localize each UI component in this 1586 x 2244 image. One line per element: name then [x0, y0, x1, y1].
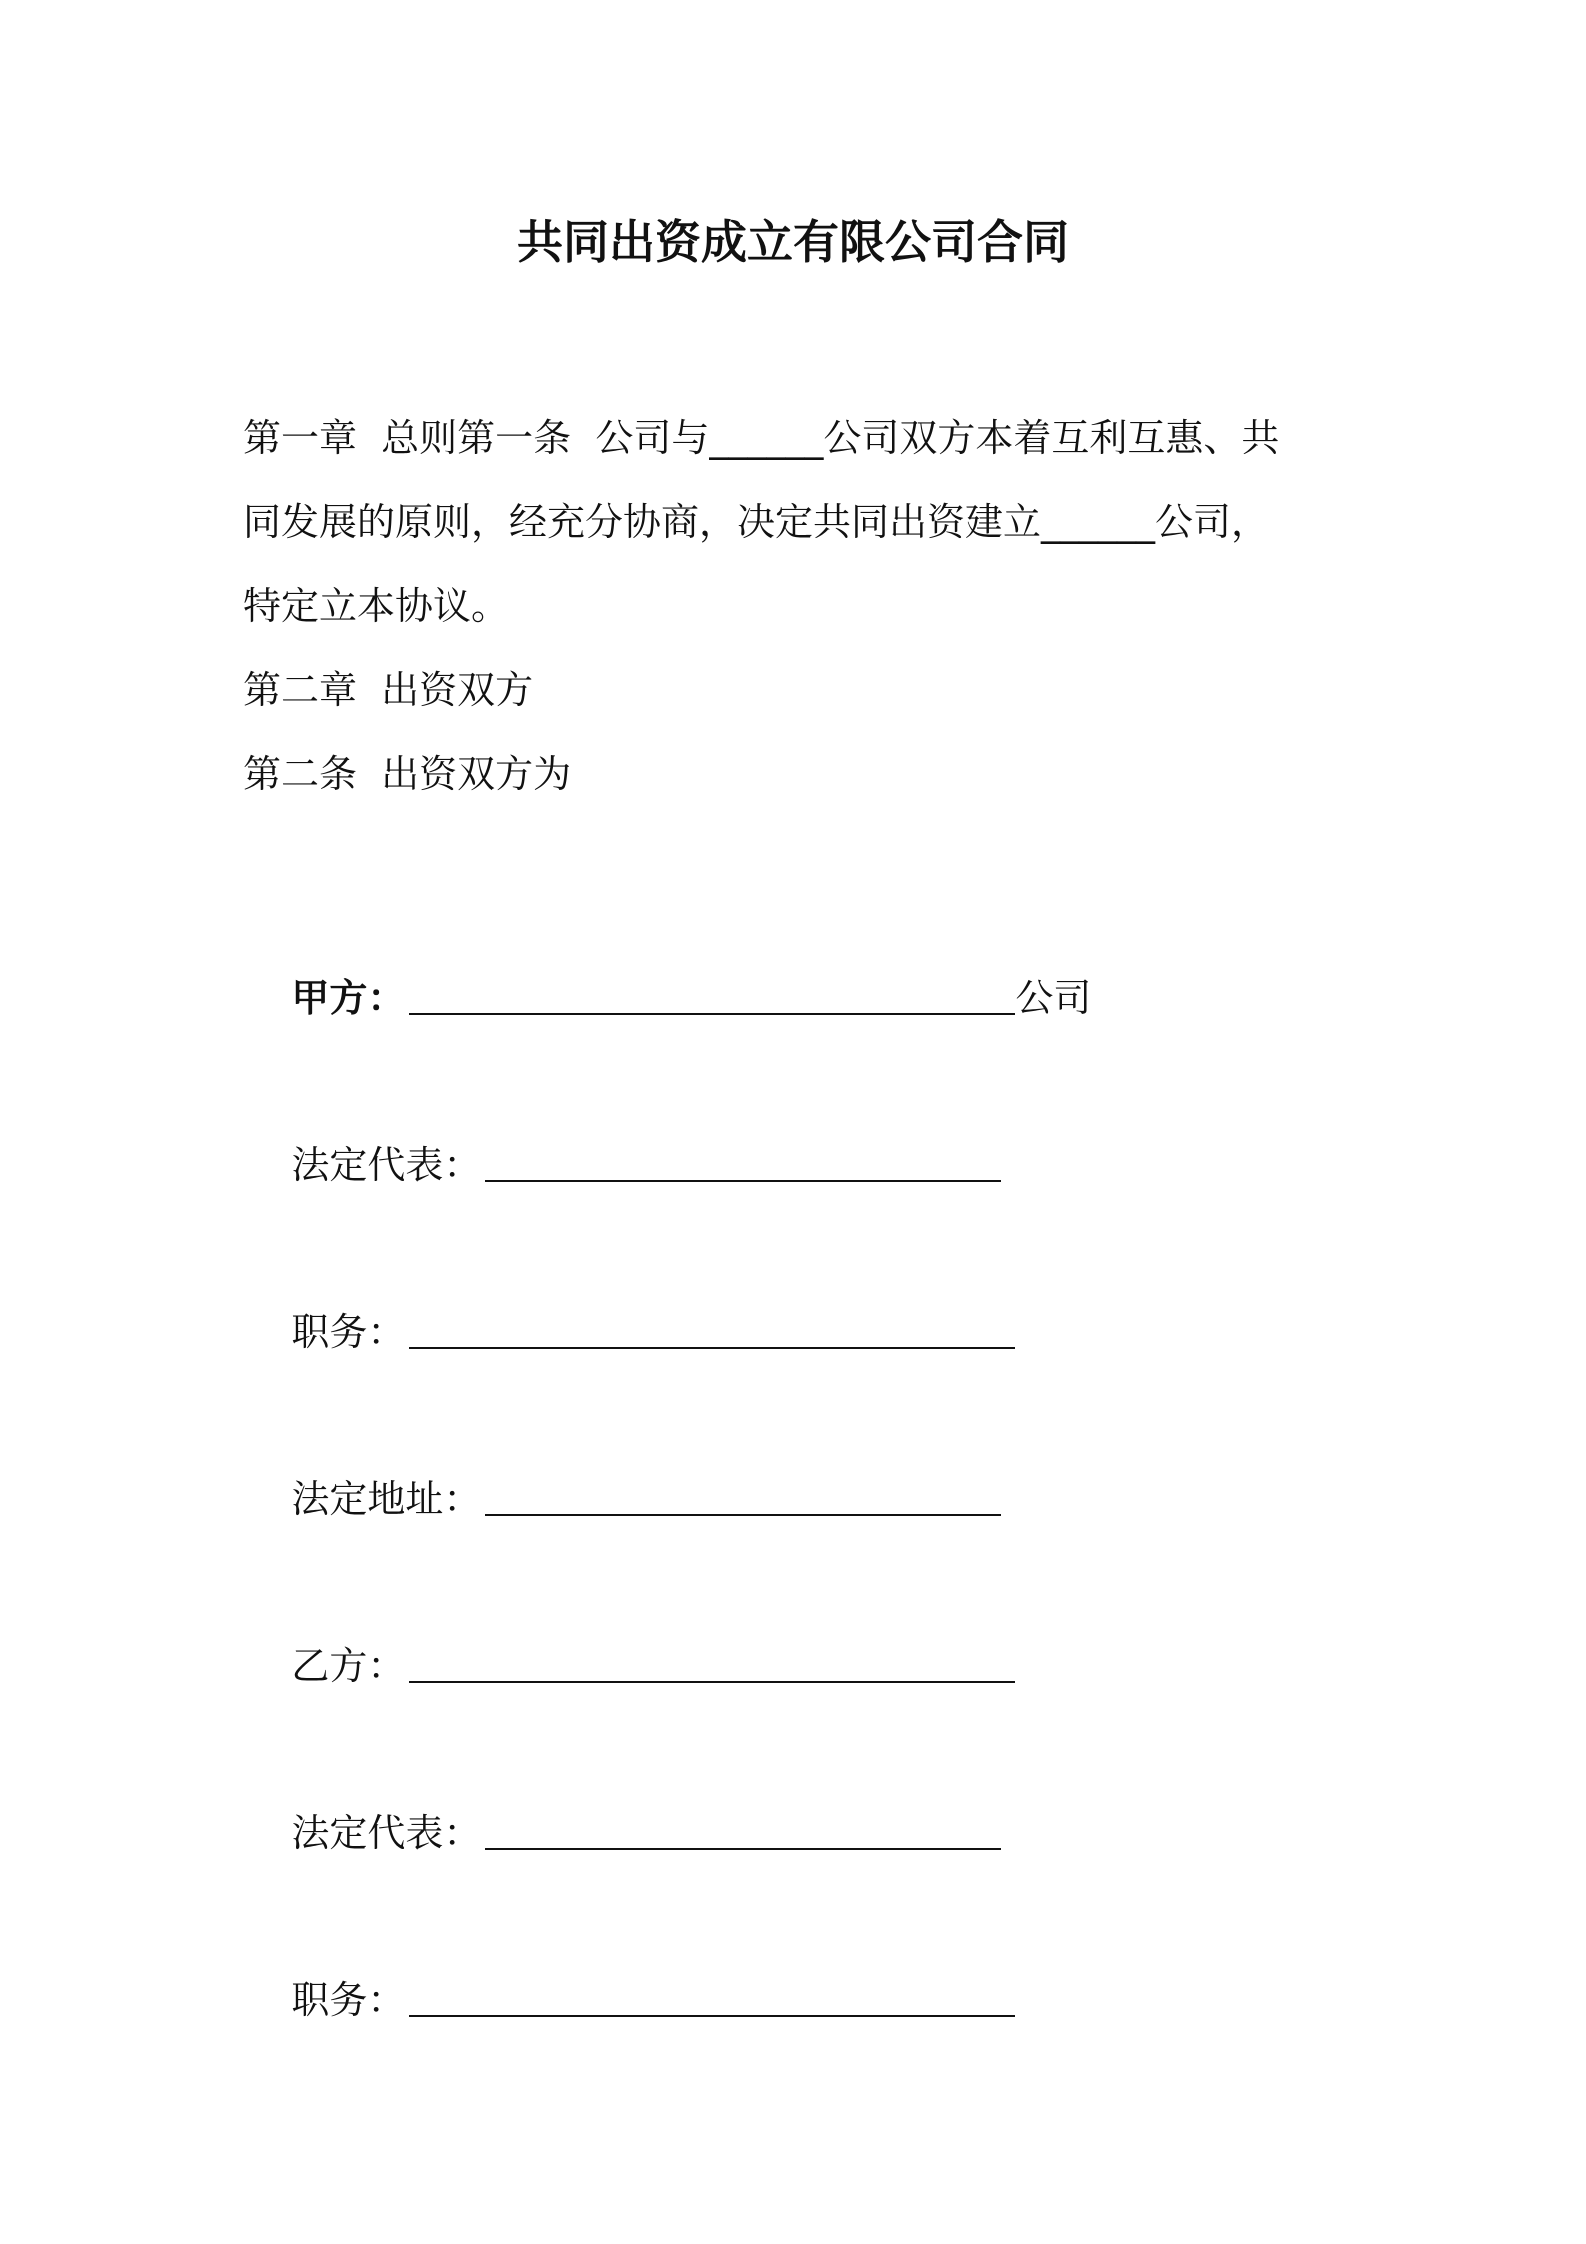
- party-b-legal-rep-label: 法定代表：: [291, 1811, 482, 1855]
- party-b-position-label: 职务：: [291, 1978, 406, 2022]
- party-a-label: 甲方：: [291, 976, 406, 1020]
- chapter-heading: 第二章 出资双方: [243, 668, 534, 712]
- paragraph-line: 同发展的原则，经充分协商，决定共同出资建立______公司，: [243, 500, 1270, 544]
- party-b-position-blank[interactable]: [409, 1981, 1015, 2017]
- party-a-blank[interactable]: [409, 979, 1015, 1015]
- party-b-field: [243, 1576, 1015, 1756]
- party-a-legal-rep-field: [243, 1075, 1001, 1255]
- party-a-field: [243, 908, 1091, 1088]
- paragraph-line: 第一章 总则第一条 公司与______公司双方本着互利互惠、共: [243, 416, 1280, 460]
- party-a-address-blank[interactable]: [485, 1480, 1001, 1516]
- document-title: 共同出资成立有限公司合同: [517, 215, 1069, 269]
- party-b-label: 乙方：: [291, 1644, 406, 1688]
- party-b-legal-rep-blank[interactable]: [485, 1814, 1001, 1850]
- party-b-position-field: [243, 1910, 1015, 2090]
- party-a-address-field: [243, 1409, 1001, 1589]
- paragraph-line: 特定立本协议。: [243, 584, 510, 628]
- party-a-suffix: 公司: [1015, 976, 1092, 1020]
- party-b-legal-rep-field: [243, 1743, 1001, 1923]
- party-a-address-label: 法定地址：: [291, 1477, 482, 1521]
- party-b-blank[interactable]: [409, 1647, 1015, 1683]
- party-a-position-field: [243, 1242, 1015, 1422]
- party-a-position-blank[interactable]: [409, 1313, 1015, 1349]
- party-a-legal-rep-label: 法定代表：: [291, 1143, 482, 1187]
- party-a-legal-rep-blank[interactable]: [485, 1146, 1001, 1182]
- contract-intro: [243, 396, 1353, 816]
- party-a-position-label: 职务：: [291, 1310, 406, 1354]
- article-heading: 第二条 出资双方为: [243, 752, 572, 796]
